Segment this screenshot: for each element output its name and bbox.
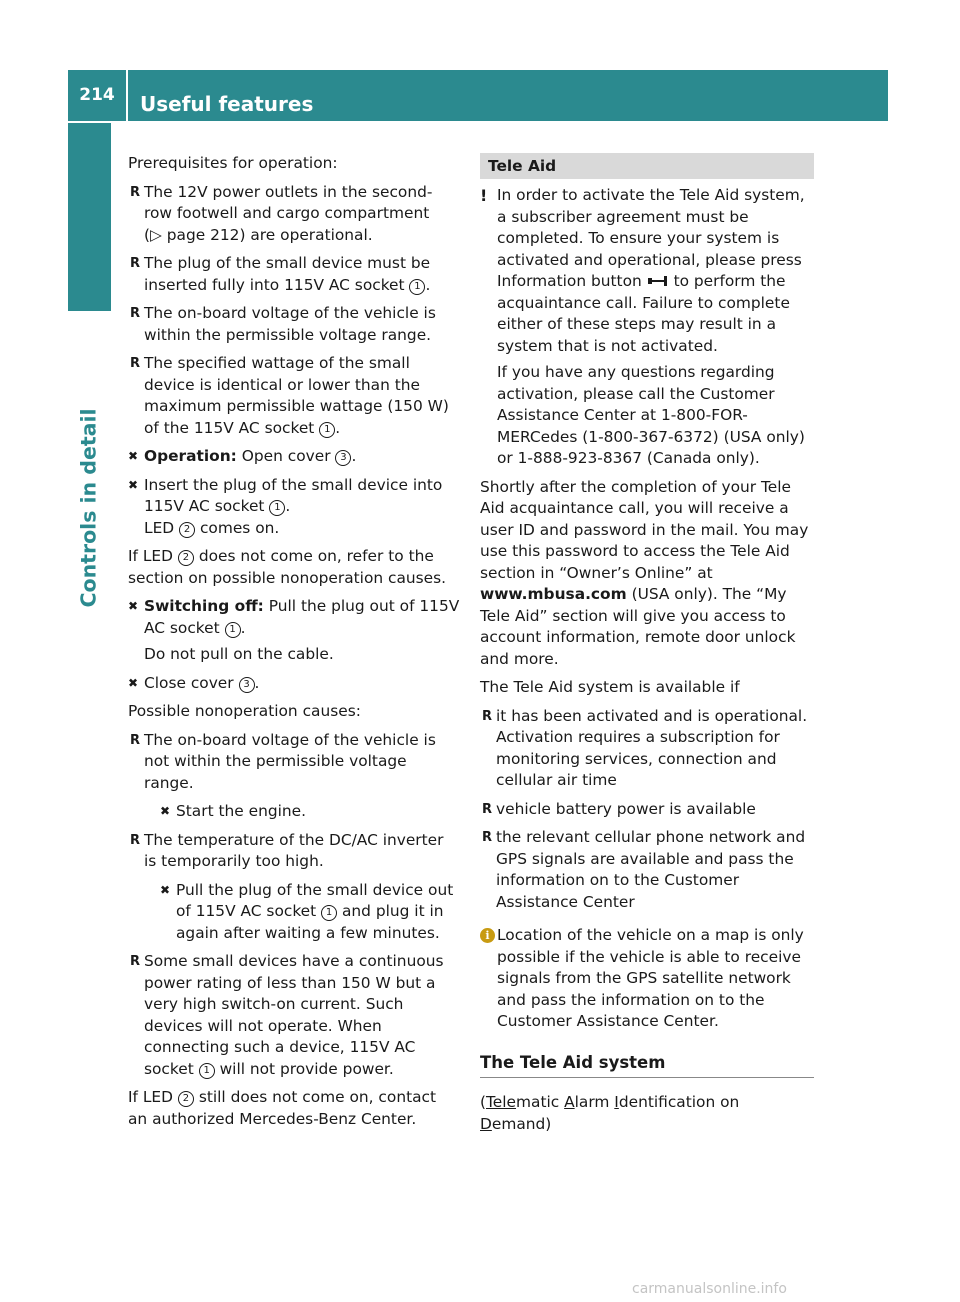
acronym-line: (Telematic Alarm Identification on Demand) <box>480 1093 740 1133</box>
causes-intro: Possible nonoperation causes: <box>128 702 361 720</box>
section-header: Tele Aid <box>480 153 814 179</box>
info-icon: i <box>480 928 495 943</box>
list-item: R The on-board voltage of the vehicle is not within the permissible voltage range. <box>128 730 460 795</box>
list-item: R The on-board voltage of the vehicle is within the permissible voltage range. <box>128 303 460 346</box>
system-heading: The Tele Aid system <box>480 1052 814 1079</box>
sub-step: ✖ Pull the plug of the small device out of 115V AC socket 1 and plug it in again after waiting a few minutes. <box>128 880 460 945</box>
page-title: Useful features <box>128 70 888 121</box>
list-item: R it has been activated and is operational. Activation requires a subscription for monitoring services, connection and cellular air time <box>480 706 814 792</box>
right-column <box>480 153 814 1142</box>
warning-note: ! In order to activate the Tele Aid system, a subscriber agreement must be completed. To ensure your system is activated and operational, please press Information button to perform the acquaintance call. Failure to complete either of these steps may result in a system that is not activated. If you have any questions regarding activation, please call the Customer Assistance Center at 1-800-FOR-MERCedes (1-800-367-6372) (USA only) or 1-888-923-8367 (Canada only). <box>480 186 805 467</box>
marker-1: 1 <box>409 279 425 295</box>
step-close-cover: ✖ Close cover 3 . <box>128 673 460 695</box>
list-item: R The plug of the small device must be inserted fully into 115V AC socket 1 . <box>128 253 460 296</box>
chapter-tab <box>68 123 111 311</box>
marker-1: 1 <box>319 422 335 438</box>
marker-2: 2 <box>179 522 195 538</box>
list-item: R The temperature of the DC/AC inverter is temporarily too high. <box>128 830 460 873</box>
avail-intro: The Tele Aid system is available if <box>480 678 740 696</box>
step-insert: ✖ Insert the plug of the small device into 115V AC socket 1 . LED 2 comes on. <box>128 475 460 540</box>
marker-1: 1 <box>269 500 285 516</box>
sub-step: ✖ Start the engine. <box>128 801 460 823</box>
page-number: 214 <box>68 70 126 121</box>
list-item: R The specified wattage of the small device is identical or lower than the maximum permissible wattage (150 W) of the 115V AC socket 1 . <box>128 353 460 439</box>
info-button-icon <box>647 274 669 288</box>
list-item: R The 12V power outlets in the second-row footwell and cargo compartment (▷ page 212) are operational. <box>128 182 460 247</box>
marker-2: 2 <box>178 550 194 566</box>
if-led-para: If LED 2 does not come on, refer to the section on possible nonoperation causes. <box>128 547 447 587</box>
marker-1: 1 <box>199 1063 215 1079</box>
mbusa-link[interactable]: www.mbusa.com <box>480 585 627 603</box>
marker-3: 3 <box>335 450 351 466</box>
chapter-label: Controls in detail <box>76 408 101 608</box>
prereq-intro: Prerequisites for operation: <box>128 154 338 172</box>
list-item: R Some small devices have a continuous power rating of less than 150 W but a very high switch-on current. Such devices will not operate. When connecting such a device, 115V AC socket 1 will not provide power. <box>128 951 460 1080</box>
warning-icon: ! <box>480 186 488 205</box>
list-item: R vehicle battery power is available <box>480 799 814 821</box>
marker-1: 1 <box>225 622 241 638</box>
watermark: carmanualsonline.info <box>632 1281 787 1297</box>
left-column <box>128 153 460 1137</box>
step-switch-off: ✖ Switching off: Pull the plug out of 115V AC socket 1 . Do not pull on the cable. <box>128 596 460 666</box>
list-item: R the relevant cellular phone network and GPS signals are available and pass the information on to the Customer Assistance Center <box>480 827 814 913</box>
step-operation: ✖ Operation: Open cover 3 . <box>128 446 460 468</box>
page-ref-icon: ▷ <box>150 225 162 244</box>
marker-3: 3 <box>239 677 255 693</box>
tele-aid-para: Shortly after the completion of your Tele Aid acquaintance call, you will receive a user ID and password in the mail. You may use this password to access the Tele Aid section in “Owner’s Online” at www.mbusa.com (USA only). The “My Tele Aid” section will give you access to account information, remote door unlock and more. <box>480 477 809 668</box>
info-note: i Location of the vehicle on a map is only possible if the vehicle is able to receive signals from the GPS satellite network and pass the information on to the Customer Assistance Center. <box>480 925 814 1033</box>
marker-2: 2 <box>178 1091 194 1107</box>
marker-1: 1 <box>321 905 337 921</box>
final-para: If LED 2 still does not come on, contact an authorized Mercedes-Benz Center. <box>128 1088 437 1128</box>
